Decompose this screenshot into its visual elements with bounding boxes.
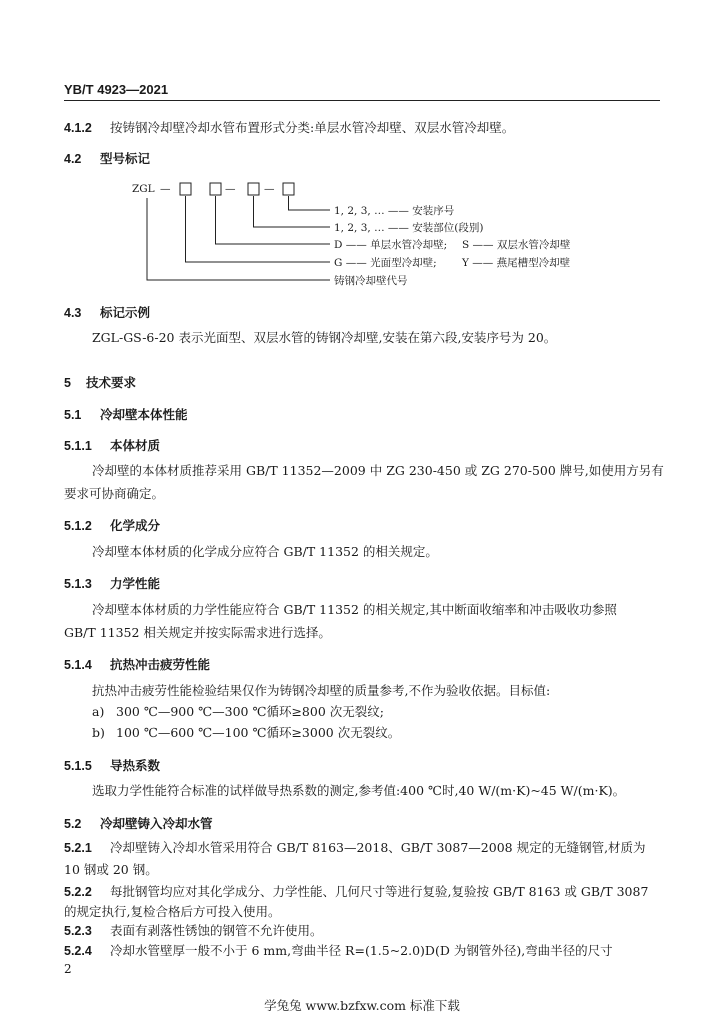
list-label: a): [92, 704, 105, 719]
example-text: ZGL-GS-6-20 表示光面型、双层水管的铸钢冷却壁,安装在第六段,安装序号为 20。: [92, 330, 557, 345]
clause-number: 4.3: [64, 306, 82, 320]
clause-4-3: [64, 303, 150, 321]
clause-text: 表面有剥落性锈蚀的钢管不允许使用。: [110, 923, 323, 938]
clause-number: 5.1.5: [64, 759, 92, 773]
clause-number: 5.2.3: [64, 924, 92, 938]
clause-number: 5.1.1: [64, 439, 92, 453]
footer-watermark: 学兔兔 www.bzfxw.com 标准下载: [264, 998, 460, 1013]
clause-5-2-2: [64, 881, 648, 903]
clause-number: 4.2: [64, 152, 82, 166]
list-item-a: [92, 701, 384, 723]
diagram-line-type-dovetail: Y —— 燕尾槽型冷却壁: [462, 257, 571, 269]
clause-text: GB/T 11352 相关规定并按实际需求进行选择。: [64, 625, 331, 640]
clause-title: 冷却壁本体性能: [100, 407, 188, 422]
clause-number: 5.2.1: [64, 841, 92, 855]
clause-title: 技术要求: [86, 375, 137, 390]
diagram-line-code: 铸钢冷却壁代号: [334, 275, 408, 287]
diagram-prefix: ZGL: [132, 183, 155, 195]
clause-5-2-4: [64, 940, 613, 962]
clause-5-1-3: [64, 574, 160, 592]
clause-number: 5.1.2: [64, 519, 92, 533]
clause-text: 选取力学性能符合标准的试样做导热系数的测定,参考值:400 ℃时,40 W/(m·K)~45 W/(m·K)。: [92, 783, 626, 798]
clause-number: 5.1: [64, 408, 82, 422]
clause-number: 5.1.4: [64, 658, 92, 672]
clause-5-1-1: [64, 436, 160, 454]
designation-diagram: [0, 0, 724, 300]
clause-text: 的规定执行,复检合格后方可投入使用。: [64, 904, 281, 919]
clause-number: 4.1.2: [64, 121, 92, 135]
diagram-line-type-smooth: G —— 光面型冷却壁;: [334, 257, 437, 269]
diagram-dash: —: [264, 183, 275, 195]
standard-number: YB/T 4923—2021: [64, 82, 169, 97]
clause-number: 5: [64, 376, 71, 390]
page-number: 2: [64, 962, 72, 976]
clause-5-2-1: [64, 837, 646, 859]
clause-title: 化学成分: [110, 518, 161, 533]
clause-number: 5.1.3: [64, 577, 92, 591]
diagram-leader-lines: [147, 196, 330, 280]
clause-text: 冷却壁的本体材质推荐采用 GB/T 11352—2009 中 ZG 230-450 或 ZG 270-500 牌号,如使用方另有: [92, 463, 664, 478]
clause-5-2: [64, 814, 213, 832]
clause-text: 要求可协商确定。: [64, 486, 165, 501]
diagram-box-type: [180, 183, 191, 195]
diagram-line-pipe-double: S —— 双层水管冷却壁: [462, 239, 571, 251]
clause-text: 冷却壁本体材质的化学成分应符合 GB/T 11352 的相关规定。: [92, 544, 438, 559]
clause-title: 导热系数: [110, 758, 161, 773]
clause-5-1-5: [64, 756, 160, 774]
clause-5-2-3: [64, 920, 323, 942]
clause-title: 抗热冲击疲劳性能: [110, 657, 211, 672]
diagram-dash: —: [160, 183, 171, 195]
clause-5-1-2: [64, 516, 160, 534]
diagram-box-pipe: [210, 183, 221, 195]
diagram-line-sequence: 1, 2, 3, … —— 安装序号: [334, 205, 455, 217]
clause-text: 冷却壁本体材质的力学性能应符合 GB/T 11352 的相关规定,其中断面收缩率和冲击吸收功参照: [92, 602, 617, 617]
list-text: 300 ℃—900 ℃—300 ℃循环≥800 次无裂纹;: [116, 704, 384, 719]
list-text: 100 ℃—600 ℃—100 ℃循环≥3000 次无裂纹。: [116, 725, 401, 740]
clause-title: 型号标记: [100, 151, 151, 166]
clause-number: 5.2.2: [64, 885, 92, 899]
diagram-dash: —: [225, 183, 236, 195]
clause-text: 10 钢或 20 钢。: [64, 862, 158, 877]
diagram-line-pipe-single: D —— 单层水管冷却壁;: [334, 239, 448, 251]
clause-text: 按铸钢冷却壁冷却水管布置形式分类:单层水管冷却壁、双层水管冷却壁。: [110, 120, 515, 135]
clause-title: 冷却壁铸入冷却水管: [100, 816, 213, 831]
clause-5-1: [64, 405, 188, 423]
list-label: b): [92, 725, 105, 740]
clause-5-1-4: [64, 655, 210, 673]
clause-text: 冷却壁铸入冷却水管采用符合 GB/T 8163—2018、GB/T 3087—2008 规定的无缝钢管,材质为: [110, 840, 646, 855]
diagram-box-section: [248, 183, 259, 195]
clause-text: 冷却水管壁厚一般不小于 6 mm,弯曲半径 R=(1.5~2.0)D(D 为钢管外径),弯曲半径的尺寸: [110, 943, 613, 958]
clause-text: 每批钢管均应对其化学成分、力学性能、几何尺寸等进行复验,复验按 GB/T 8163 或 GB/T 3087: [110, 884, 649, 899]
clause-number: 5.2.4: [64, 944, 92, 958]
clause-5: [64, 373, 136, 391]
diagram-line-section: 1, 2, 3, … —— 安装部位(段别): [334, 222, 484, 234]
clause-title: 标记示例: [100, 305, 151, 320]
diagram-box-sequence: [283, 183, 294, 195]
list-item-b: [92, 722, 400, 744]
clause-number: 5.2: [64, 817, 82, 831]
clause-title: 力学性能: [110, 576, 161, 591]
clause-title: 本体材质: [110, 438, 161, 453]
clause-text: 抗热冲击疲劳性能检验结果仅作为铸钢冷却壁的质量参考,不作为验收依据。目标值:: [92, 683, 551, 698]
